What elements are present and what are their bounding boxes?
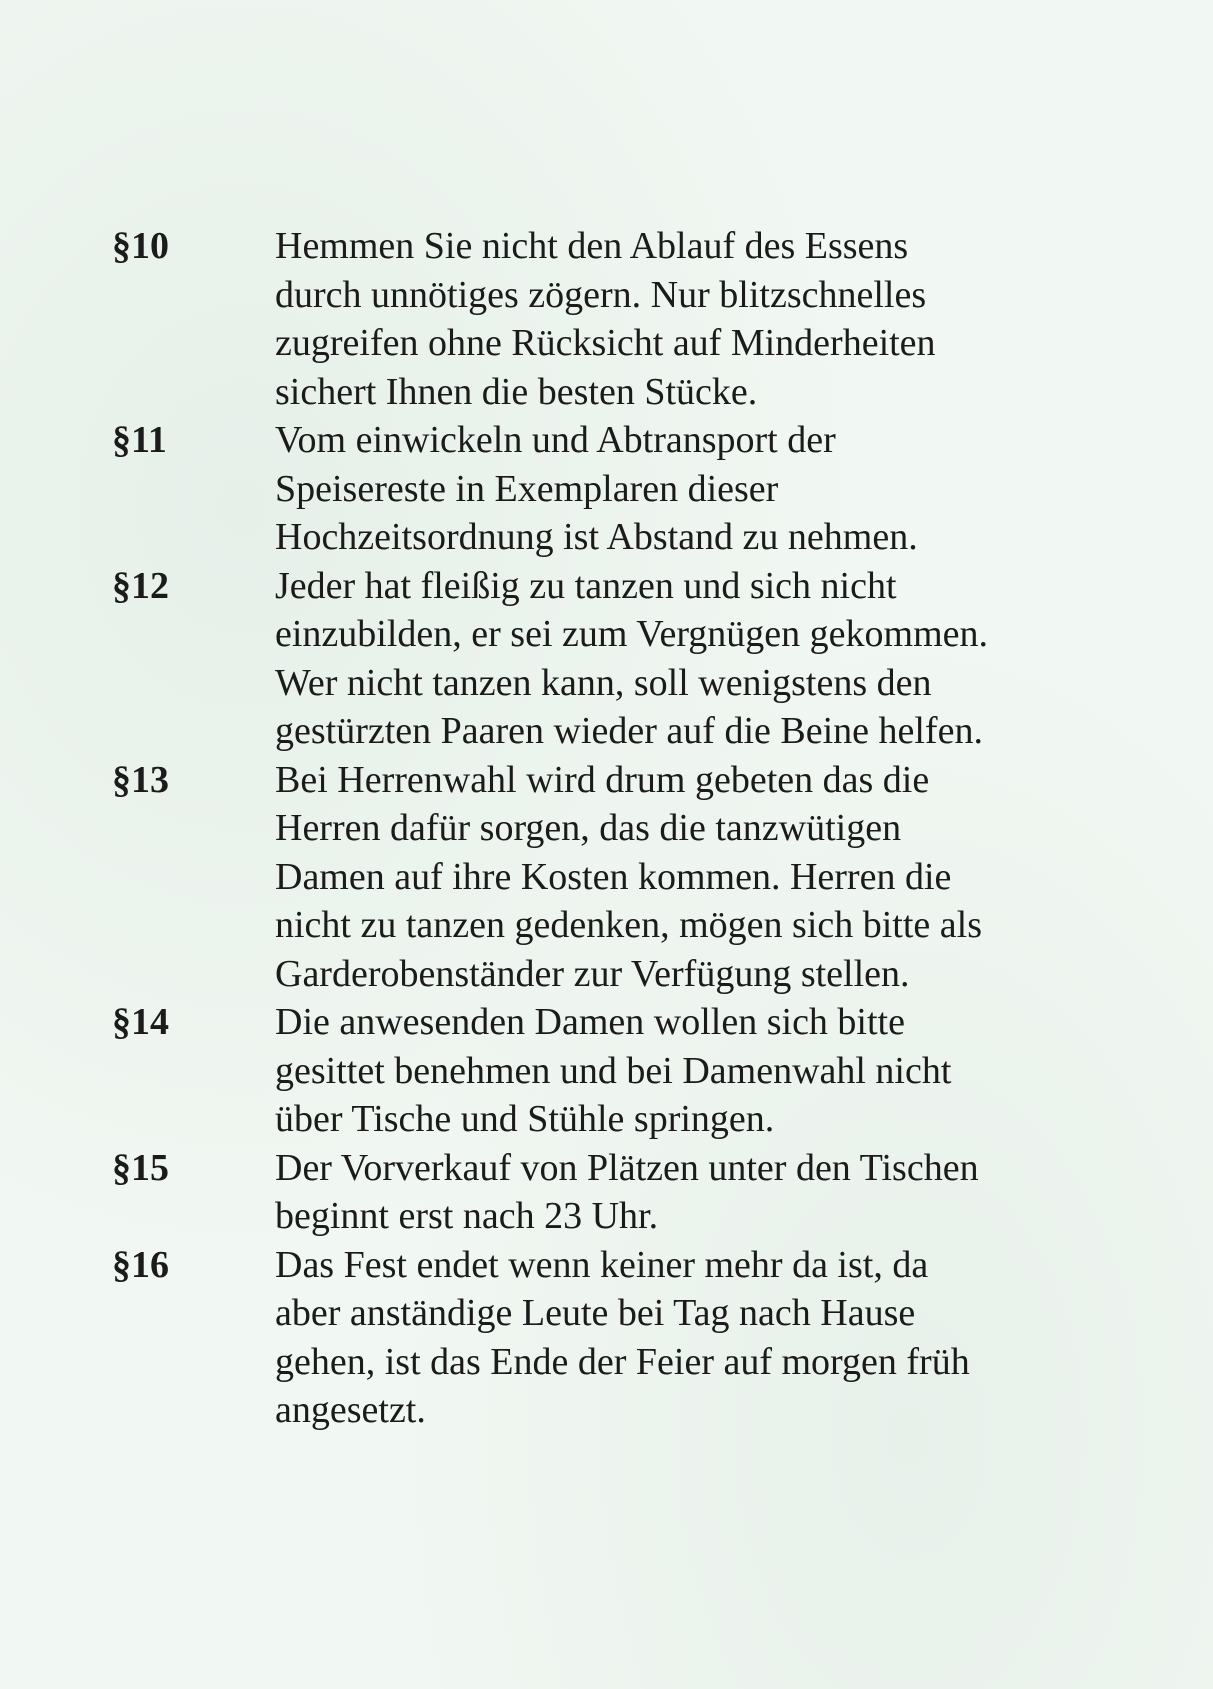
rule-16 (0, 1241, 1213, 1435)
rule-text (275, 222, 1125, 416)
rule-number: §15 (112, 1146, 169, 1189)
rule-line: Der Vorverkauf von Plätzen unter den Tischen (275, 1146, 979, 1189)
rule-11 (0, 416, 1213, 562)
rule-line: gesittet benehmen und bei Damenwahl nicht (275, 1049, 952, 1092)
rule-text (275, 1144, 1125, 1241)
rule-10 (0, 222, 1213, 416)
rule-text (275, 756, 1125, 999)
rule-15 (0, 1144, 1213, 1241)
rule-line: über Tische und Stühle springen. (275, 1098, 775, 1140)
rule-line: Das Fest endet wenn keiner mehr da ist, da (275, 1243, 929, 1286)
rule-text (275, 416, 1125, 562)
rule-number: §10 (112, 225, 169, 267)
rules-list (0, 222, 1213, 1435)
rule-line: Garderobenständer zur Verfügung stellen. (275, 952, 910, 995)
rule-line: beginnt erst nach 23 Uhr. (275, 1195, 659, 1237)
rule-line: Vom einwickeln und Abtransport der (275, 419, 836, 461)
rule-13 (0, 756, 1213, 999)
rule-line: gehen, ist das Ende der Feier auf morgen früh (275, 1340, 970, 1383)
rule-line: Jeder hat fleißig zu tanzen und sich nicht (275, 564, 897, 607)
rule-line: sichert Ihnen die besten Stücke. (275, 370, 758, 413)
rule-line: nicht zu tanzen gedenken, mögen sich bitte als (275, 904, 982, 946)
rule-line: Damen auf ihre Kosten kommen. Herren die (275, 855, 952, 898)
rule-line: Hemmen Sie nicht den Ablauf des Essens (275, 225, 909, 267)
rule-line: einzubilden, er sei zum Vergnügen gekommen. (275, 613, 989, 655)
rule-line: Bei Herrenwahl wird drum gebeten das die (275, 758, 930, 801)
rule-line: Speisereste in Exemplaren dieser (275, 467, 779, 510)
rule-line: Die anwesenden Damen wollen sich bitte (275, 1001, 905, 1043)
rule-number: §12 (112, 564, 169, 607)
rule-number: §13 (112, 758, 169, 801)
rule-text (275, 998, 1125, 1144)
rule-text (275, 562, 1125, 756)
rule-number: §16 (112, 1243, 169, 1286)
rule-number: §11 (112, 419, 167, 461)
rule-number: §14 (112, 1001, 169, 1043)
rule-line: durch unnötiges zögern. Nur blitzschnelles (275, 273, 927, 316)
rule-line: Wer nicht tanzen kann, soll wenigstens den (275, 661, 932, 704)
rule-line: Hochzeitsordnung ist Abstand zu nehmen. (275, 516, 918, 558)
rule-line: Herren dafür sorgen, das die tanzwütigen (275, 807, 902, 849)
rule-12 (0, 562, 1213, 756)
rule-14 (0, 998, 1213, 1144)
rule-line: angesetzt. (275, 1389, 426, 1431)
rule-line: gestürzten Paaren wieder auf die Beine helfen. (275, 710, 983, 752)
rule-line: aber anständige Leute bei Tag nach Hause (275, 1292, 916, 1334)
rule-line: zugreifen ohne Rücksicht auf Minderheiten (275, 322, 936, 364)
rule-text (275, 1241, 1125, 1435)
